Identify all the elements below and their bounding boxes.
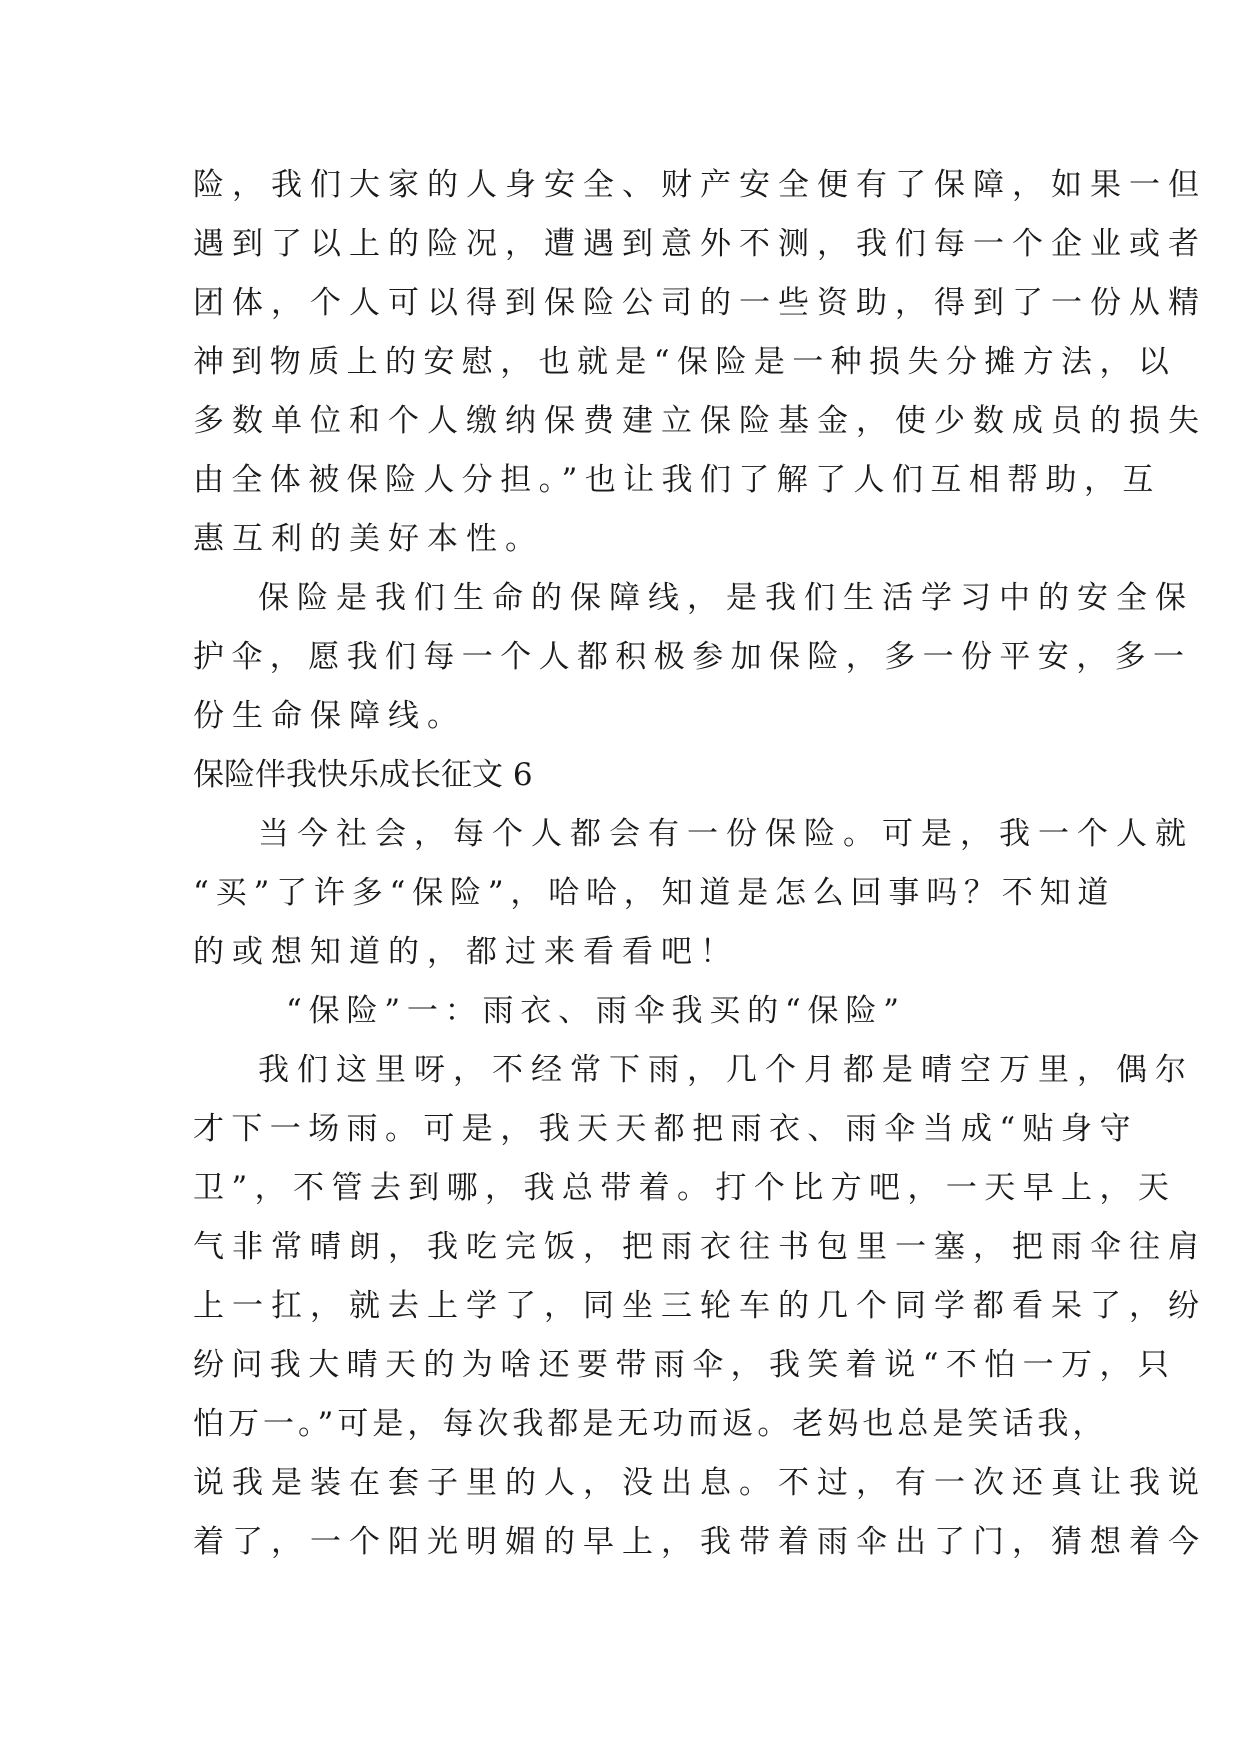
paragraph-line: 遇到了以上的险况，遭遇到意外不测，我们每一个企业或者 <box>193 226 1207 262</box>
paragraph-line: 惠互利的美好本性。 <box>193 521 544 557</box>
paragraph-line: 由全体被保险人分担。”也让我们了解了人们互相帮助，互 <box>193 462 1161 498</box>
paragraph-line: 险，我们大家的人身安全、财产安全便有了保障，如果一但 <box>193 167 1207 203</box>
paragraph-line: 我们这里呀，不经常下雨，几个月都是晴空万里，偶尔 <box>258 1052 1194 1088</box>
paragraph-line: 的或想知道的，都过来看看吧！ <box>193 934 739 970</box>
paragraph-line: 着了，一个阳光明媚的早上，我带着雨伞出了门，猜想着今 <box>193 1524 1207 1560</box>
paragraph-line: 上一扛，就去上学了，同坐三轮车的几个同学都看呆了，纷 <box>193 1288 1207 1324</box>
paragraph-line: 当今社会，每个人都会有一份保险。可是，我一个人就 <box>258 816 1194 852</box>
paragraph-line: 怕万一。”可是，每次我都是无功而返。老妈也总是笑话我， <box>193 1406 1108 1442</box>
paragraph-line: 多数单位和个人缴纳保费建立保险基金，使少数成员的损失 <box>193 403 1207 439</box>
paragraph-line: 护伞，愿我们每一个人都积极参加保险，多一份平安，多一 <box>193 639 1192 675</box>
paragraph-line: 气非常晴朗，我吃完饭，把雨衣往书包里一塞，把雨伞往肩 <box>193 1229 1207 1265</box>
paragraph-line: 纷问我大晴天的为啥还要带雨伞，我笑着说“不怕一万，只 <box>193 1347 1177 1383</box>
subheading-line: “保险”一：雨衣、雨伞我买的“保险” <box>286 993 906 1029</box>
section-heading: 保险伴我快乐成长征文 6 <box>193 757 533 793</box>
paragraph-line: 保险是我们生命的保障线，是我们生活学习中的安全保 <box>258 580 1194 616</box>
paragraph-line: “买”了许多“保险”，哈哈，知道是怎么回事吗？不知道 <box>193 875 1116 911</box>
paragraph-line: 卫”，不管去到哪，我总带着。打个比方吧，一天早上，天 <box>193 1170 1177 1206</box>
paragraph-line: 神到物质上的安慰，也就是“保险是一种损失分摊方法，以 <box>193 344 1177 380</box>
paragraph-line: 才下一场雨。可是，我天天都把雨衣、雨伞当成“贴身守 <box>193 1111 1138 1147</box>
paragraph-line: 团体，个人可以得到保险公司的一些资助，得到了一份从精 <box>193 285 1207 321</box>
paragraph-line: 说我是装在套子里的人，没出息。不过，有一次还真让我说 <box>193 1465 1207 1501</box>
paragraph-line: 份生命保障线。 <box>193 698 466 734</box>
